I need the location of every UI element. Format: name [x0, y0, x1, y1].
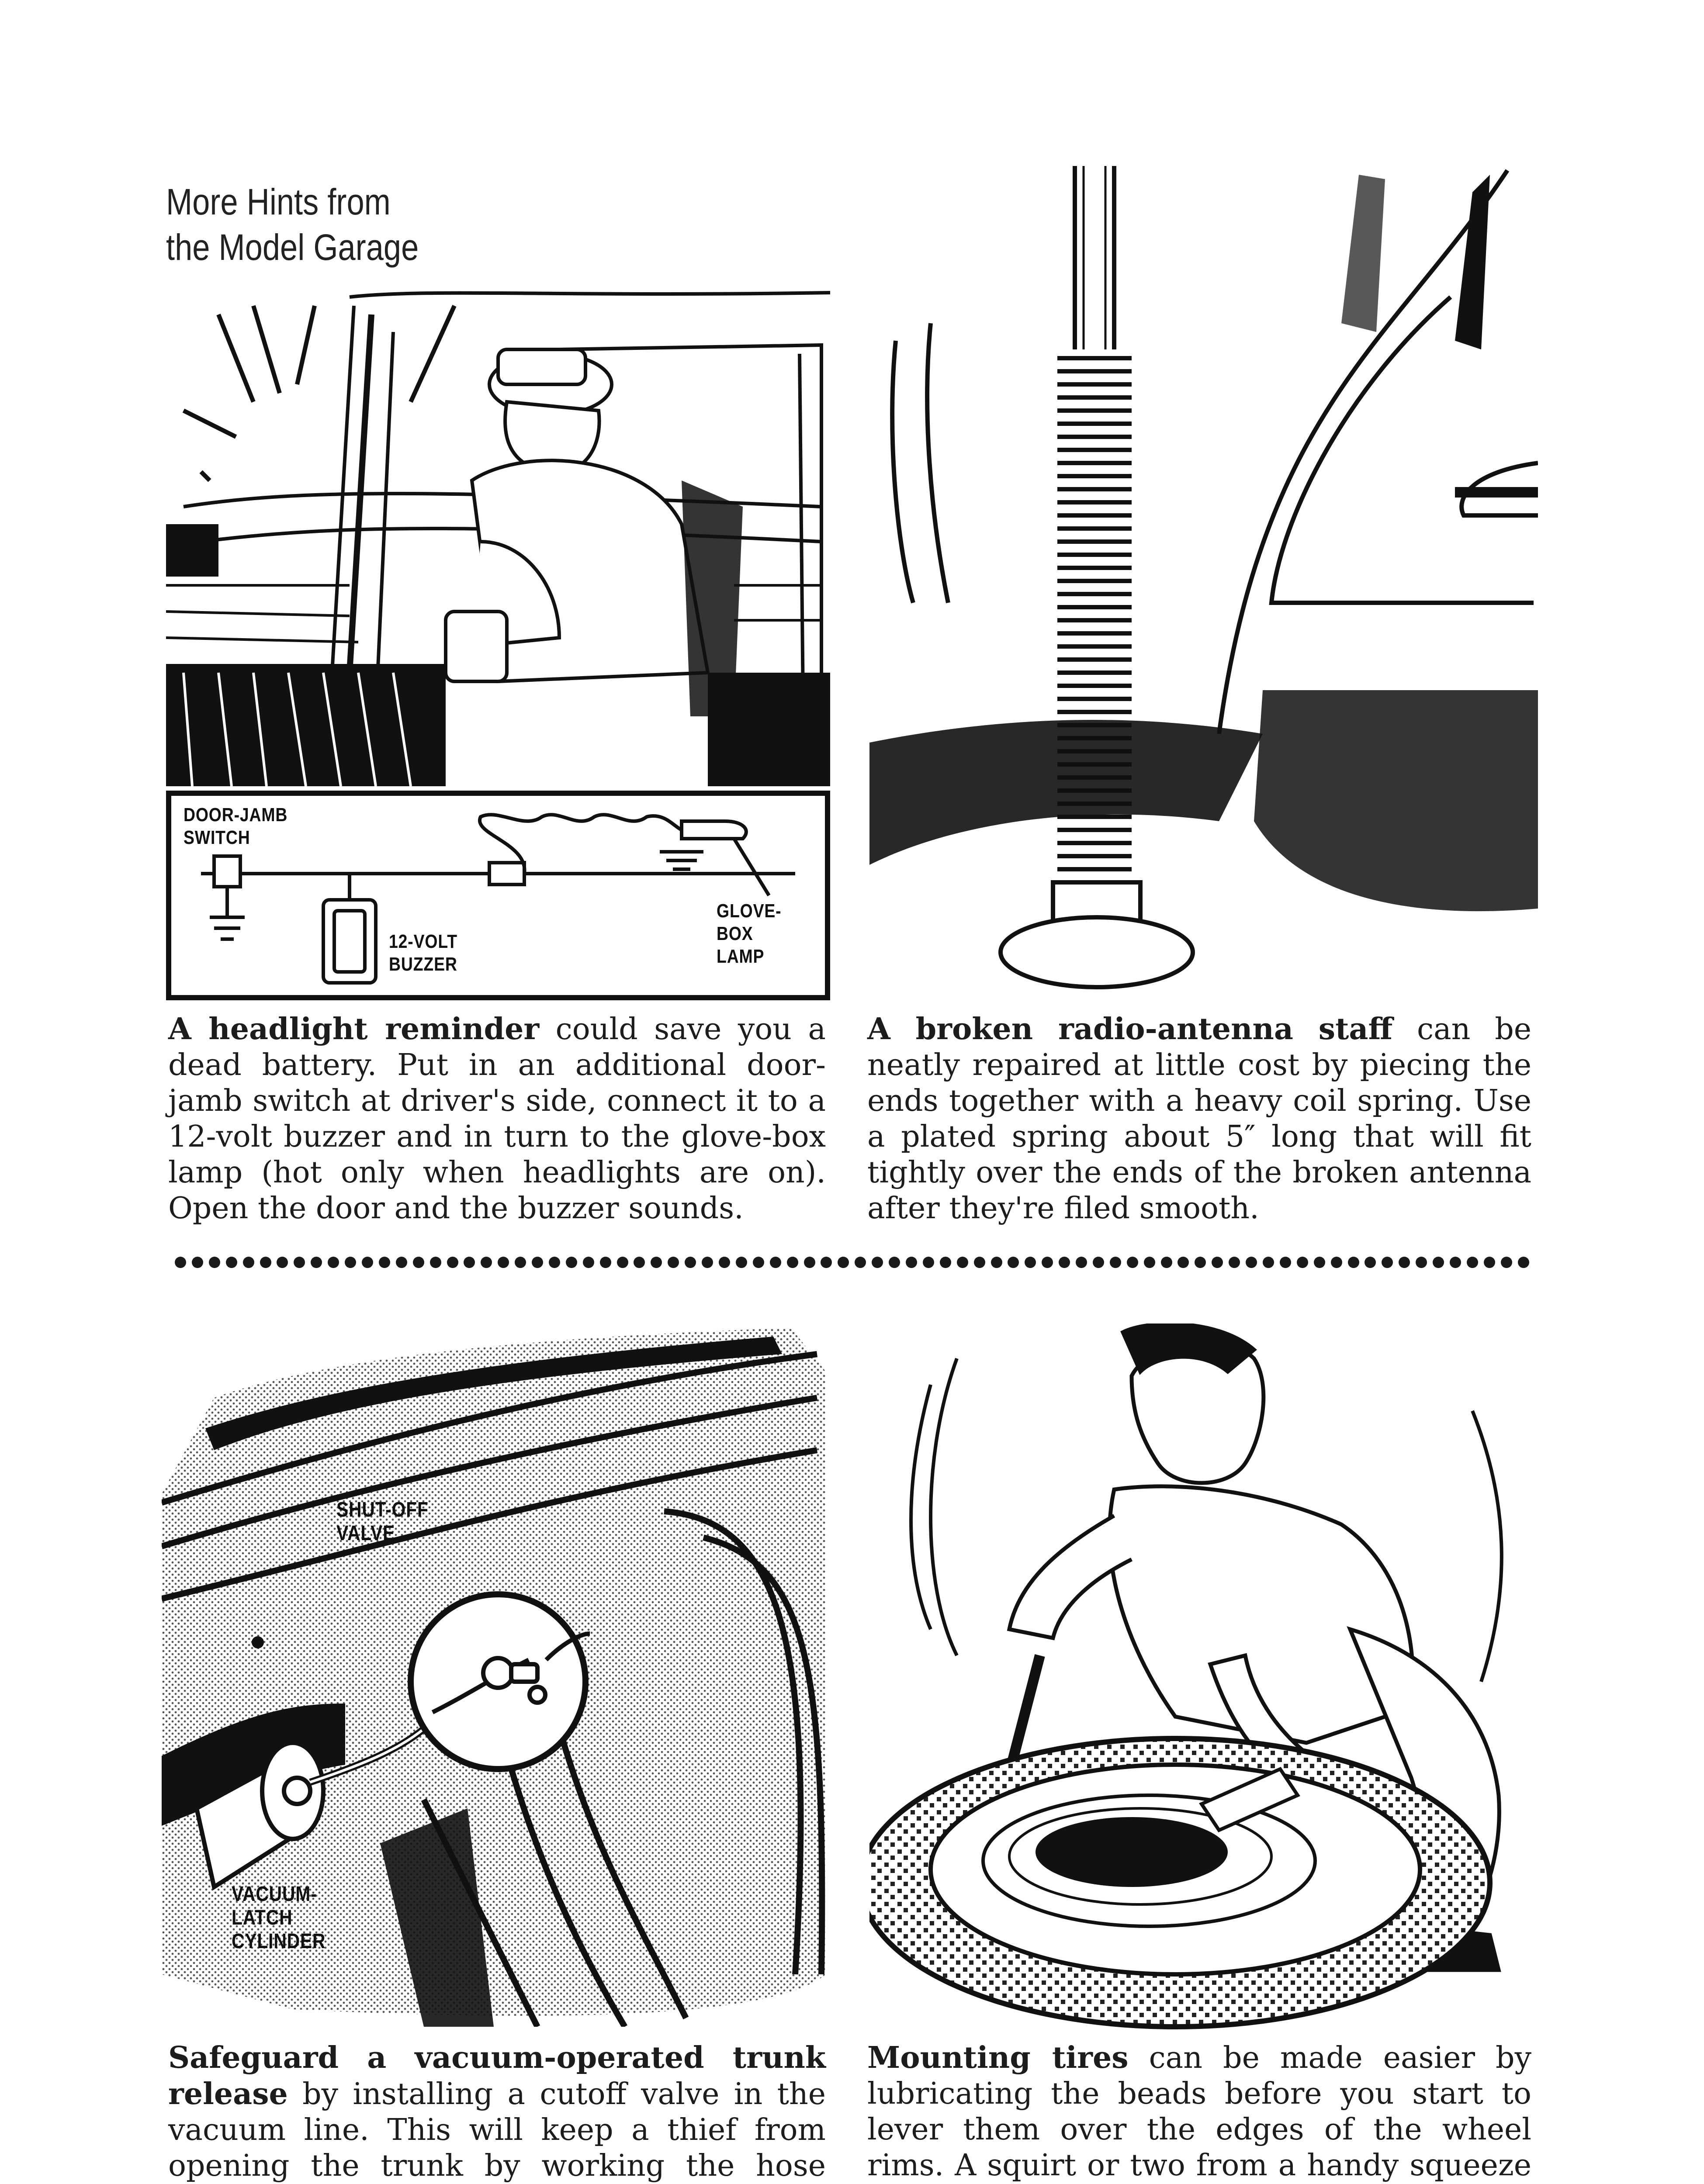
car-interior-drawing	[166, 280, 830, 786]
lamp-line-2: BOX	[717, 923, 753, 944]
valve-line-1: SHUT-OFF	[336, 1498, 429, 1521]
vacuum-latch-cylinder-label	[232, 1883, 326, 1953]
trunk-caption-body: by installing a cutoff valve in the vacuum line. This will keep a thief from opening the trunk by working the hose	[168, 2077, 826, 2183]
cylinder-line-1: VACUUM-	[232, 1883, 317, 1906]
title-line-2: the Model Garage	[166, 227, 419, 268]
door-switch-line-2: SWITCH	[184, 827, 250, 848]
title-line-1: More Hints from	[166, 181, 391, 222]
door-jamb-switch-label	[184, 804, 287, 849]
tire-mechanic-drawing	[869, 1324, 1538, 2040]
door-switch-line-1: DOOR-JAMB	[184, 804, 288, 826]
lamp-line-1: GLOVE-	[717, 900, 782, 922]
mounting-tires-illustration	[869, 1324, 1538, 2040]
headlight-illustration	[166, 280, 830, 786]
headlight-caption-body: could save you a dead battery. Put in an additional door-jamb switch at driver's side, connect it to a 12-volt buzzer and in turn to the glove-box lamp (hot only when headlights are on). Open the door and the buzzer sounds.	[168, 1012, 826, 1226]
tires-caption-lead: Mounting tires	[867, 2040, 1129, 2075]
buzzer-line-2: BUZZER	[389, 954, 457, 975]
dotted-divider	[175, 1254, 1529, 1271]
trunk-caption	[168, 2040, 826, 2184]
cylinder-line-2: LATCH	[232, 1906, 293, 1929]
tires-caption	[867, 2040, 1531, 2184]
trunk-release-illustration	[162, 1319, 830, 2027]
tires-caption-body: can be made easier by lubricating the beads before you start to lever them over the edges of the wheel rims. A squirt or two from a handy squeeze	[867, 2041, 1531, 2183]
headlight-wiring-diagram	[166, 791, 830, 1000]
headlight-caption	[168, 1011, 826, 1227]
article-title	[166, 179, 504, 270]
antenna-caption	[867, 1011, 1531, 1227]
antenna-illustration	[869, 166, 1538, 1005]
lamp-line-3: LAMP	[717, 946, 765, 967]
buzzer-line-1: 12-VOLT	[389, 931, 457, 952]
antenna-caption-body: can be neatly repaired at little cost by piecing the ends together with a heavy coil spring. Use a plated spring about 5″ long that will fit tightly over the ends of the broken antenna after they're filed smooth.	[867, 1012, 1532, 1226]
valve-line-2: VALVE	[336, 1522, 395, 1545]
trunk-caption-lead: Safeguard a vacuum-operated trunk release	[168, 2040, 826, 2111]
antenna-drawing	[869, 166, 1538, 1005]
shut-off-valve-label	[336, 1498, 429, 1545]
headlight-caption-lead: A headlight reminder	[168, 1012, 540, 1047]
buzzer-label	[389, 930, 457, 976]
cylinder-line-3: CYLINDER	[232, 1930, 326, 1953]
antenna-caption-lead: A broken radio-antenna staff	[867, 1012, 1393, 1047]
glove-box-lamp-label	[717, 900, 781, 968]
